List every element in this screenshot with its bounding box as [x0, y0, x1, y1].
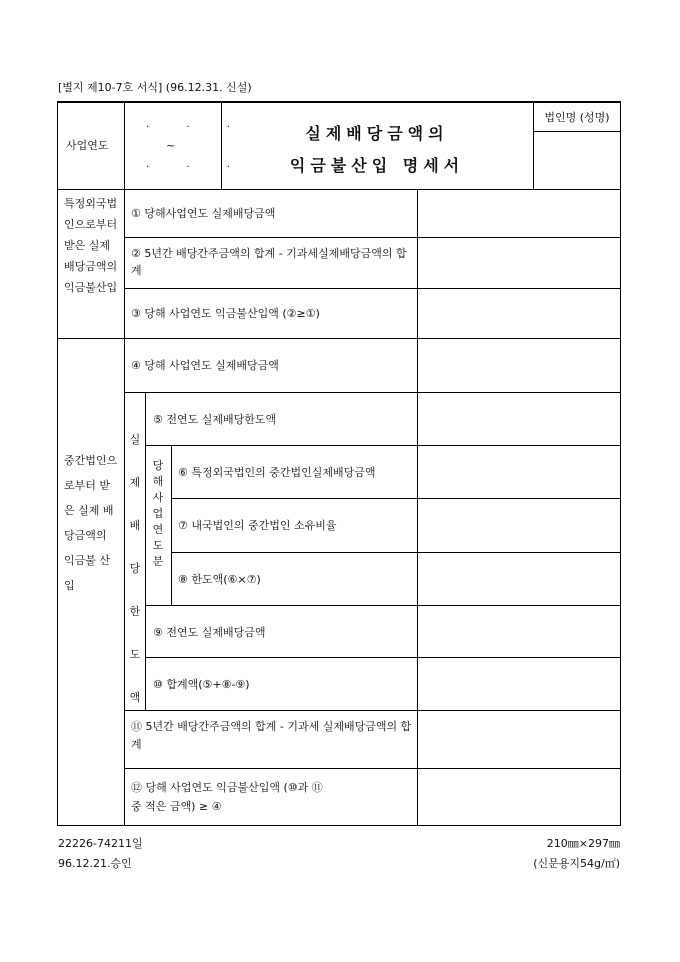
table-top-border [57, 101, 621, 103]
limit-group-label: 실제배당한도액 [129, 433, 141, 704]
table-bottom-border [57, 825, 621, 826]
form-title-line2: 익금불산입 명세서 [289, 156, 465, 175]
corp-name-field[interactable] [534, 132, 620, 188]
approval-date: 96.12.21.승인 [58, 857, 132, 870]
paper-size: 210㎜×297㎜ [546, 837, 620, 850]
period-start-dots: · · · [146, 122, 247, 133]
row1-label: ① 당해사업연도 실제배당금액 [131, 207, 276, 220]
row3-label: ③ 당해 사업연도 익금불산입액 (②≥①) [131, 307, 320, 320]
row4-label: ④ 당해 사업연도 실제배당금액 [131, 359, 279, 372]
paper-type: (신문용지54g/㎡) [533, 857, 620, 870]
current-year-label: 당해사업연도분 [152, 459, 164, 568]
table-right-border [620, 189, 621, 826]
row5-label: ⑤ 전연도 실제배당한도액 [153, 413, 277, 426]
row8-label: ⑧ 한도액(⑥×⑦) [178, 573, 261, 586]
table-left-border [57, 101, 58, 826]
row2-label: ② 5년간 배당간주금액의 합계 - 기과세실제배당금액의 합계 [131, 247, 407, 277]
row6-label: ⑥ 특정외국법인의 중간법인실제배당금액 [178, 466, 376, 479]
form-title-line1: 실제배당금액의 [305, 124, 449, 143]
form-code: 22226-74211일 [58, 837, 143, 850]
row9-label: ⑨ 전연도 실제배당금액 [153, 626, 266, 639]
period-end-dots: · · · [146, 162, 247, 173]
form-header: [별지 제10-7호 서식] (96.12.31. 신설) [58, 81, 252, 94]
row7-label: ⑦ 내국법인의 중간법인 소유비율 [178, 519, 337, 532]
period-label: 사업연도 [66, 139, 109, 152]
section1-label: 특정외국법인으로부터 받은 실제배당금액의 익금불산입 [64, 197, 118, 294]
corp-name-label: 법인명 (성명) [544, 111, 610, 124]
section2-label: 중간법인으로부터 받은 실제 배당금액의 익금불 산입 [64, 454, 118, 592]
period-tilde: ~ [166, 139, 176, 152]
row12-label: ⑫ 당해 사업연도 익금불산입액 (⑩과 ⑪ 중 적은 금액) ≥ ④ [131, 781, 323, 813]
row10-label: ⑩ 합계액(⑤+⑧-⑨) [153, 678, 250, 691]
row11-label: ⑪ 5년간 배당간주금액의 합계 - 기과세 실제배당금액의 합계 [131, 720, 412, 751]
